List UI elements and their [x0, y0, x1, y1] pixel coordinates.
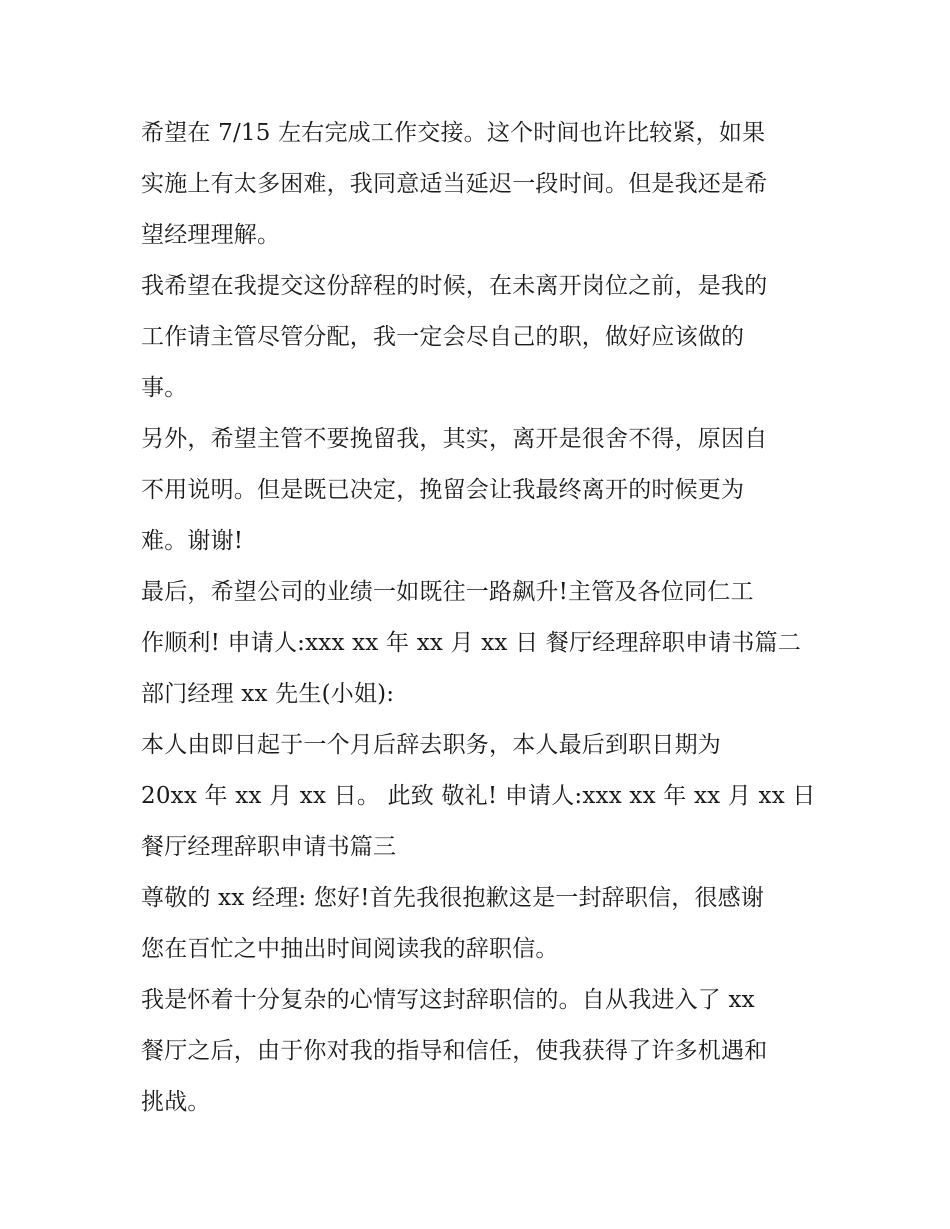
text-line: 作顺利! 申请人:xxx xx 年 xx 月 xx 日 餐厅经理辞职申请书篇二 — [141, 630, 802, 656]
text-line: 挑战。 — [141, 1089, 211, 1115]
paragraph-no-retention — [141, 414, 821, 567]
text-line: 希望在 7/15 左右完成工作交接。这个时间也许比较紧，如果 — [141, 120, 766, 146]
section-heading-three: 餐厅经理辞职申请书篇三 — [141, 834, 397, 860]
paragraph-feelings — [141, 975, 821, 1128]
text-line: 最后，希望公司的业绩一如既往一路飙升!主管及各位同仁工 — [141, 579, 754, 605]
paragraph-duties — [141, 261, 821, 414]
paragraph-resignation-notice — [141, 720, 821, 873]
text-line: 难。谢谢! — [141, 528, 244, 554]
text-line: 事。 — [141, 375, 188, 401]
text-line: 望经理理解。 — [141, 222, 281, 248]
text-line: 实施上有太多困难，我同意适当延迟一段时间。但是我还是希 — [141, 171, 768, 197]
text-line: 不用说明。但是既已决定，挽留会让我最终离开的时候更为 — [141, 477, 745, 503]
paragraph-closing-section-two — [141, 567, 821, 720]
text-line: 尊敬的 xx 经理: 您好!首先我很抱歉这是一封辞职信，很感谢 — [141, 885, 765, 911]
paragraph-greeting — [141, 873, 821, 975]
text-line: 工作请主管尽管分配，我一定会尽自己的职，做好应该做的 — [141, 324, 745, 350]
text-line: 我是怀着十分复杂的心情写这封辞职信的。自从我进入了 xx — [141, 987, 755, 1013]
text-line: 本人由即日起于一个月后辞去职务，本人最后到职日期为 — [141, 732, 721, 758]
text-line: 餐厅之后，由于你对我的指导和信任，使我获得了许多机遇和 — [141, 1038, 768, 1064]
document-body — [141, 108, 821, 1128]
text-line: 您在百忙之中抽出时间阅读我的辞职信。 — [141, 936, 559, 962]
text-line: 另外，希望主管不要挽留我，其实，离开是很舍不得，原因自 — [141, 426, 768, 452]
text-line: 20xx 年 xx 月 xx 日。 此致 敬礼! 申请人:xxx xx 年 xx 月 xx 日 — [141, 783, 816, 809]
paragraph-handover — [141, 108, 821, 261]
text-line: 我希望在我提交这份辞程的时候，在未离开岗位之前，是我的 — [141, 273, 768, 299]
text-line: 部门经理 xx 先生(小姐): — [141, 681, 395, 707]
